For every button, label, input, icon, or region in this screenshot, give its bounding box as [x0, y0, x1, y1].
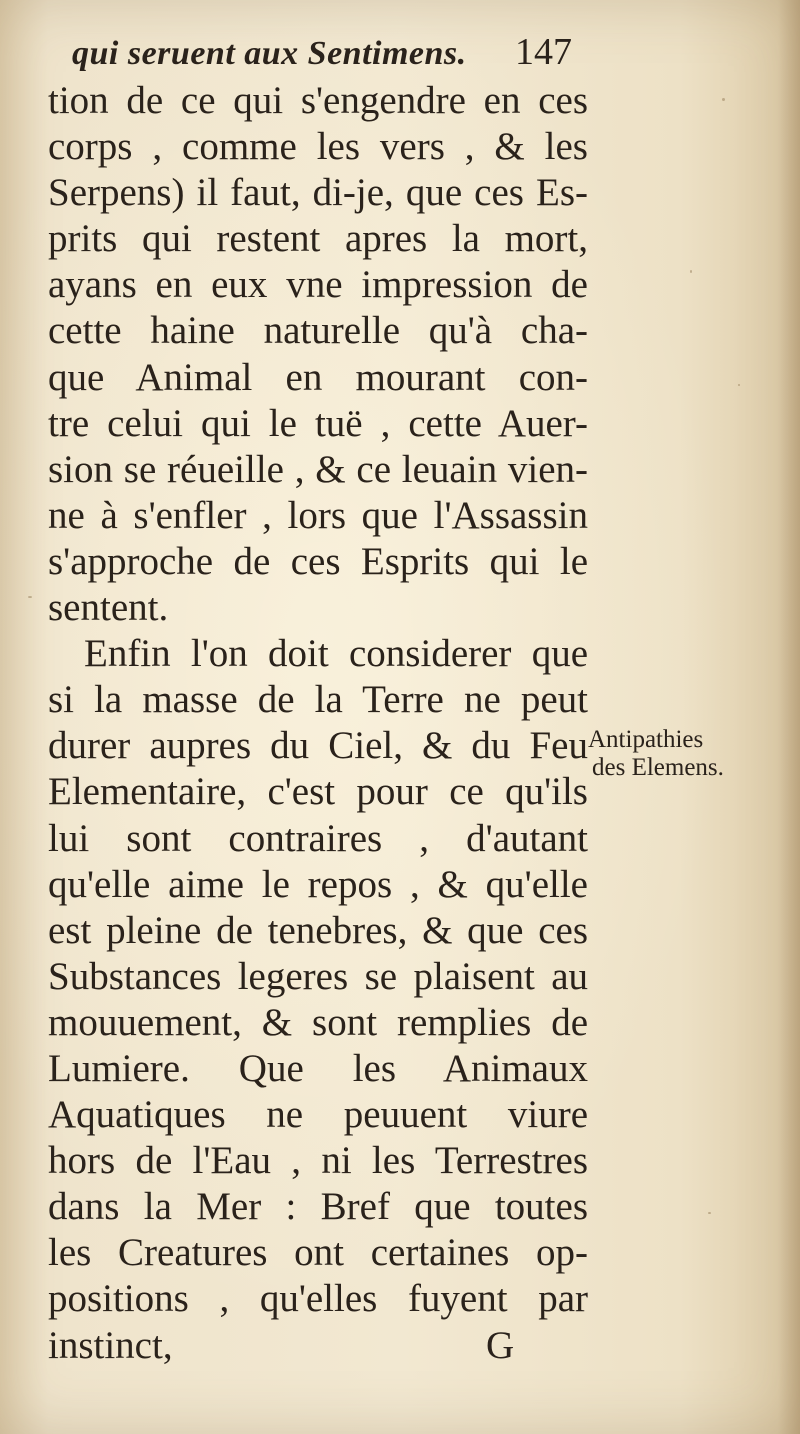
text-line: positions , qu'elles fuyent par	[48, 1277, 588, 1321]
text-line: mouuement, & sont remplies de	[48, 1000, 588, 1044]
text-line: dans la Mer : Bref que toutes	[48, 1185, 588, 1229]
running-head: qui seruent aux Sentimens.	[72, 35, 467, 72]
signature-mark: G	[486, 1323, 515, 1367]
text-line: ayans en eux vne impression de	[48, 263, 588, 307]
marginal-note	[588, 726, 768, 782]
paper-spot	[28, 596, 32, 598]
page-edge-shadow	[778, 0, 800, 1434]
text-line: Elementaire, c'est pour ce qu'ils	[48, 770, 588, 814]
last-line	[48, 1323, 588, 1369]
text-line: qu'elle aime le repos , & qu'elle	[48, 862, 588, 906]
text-line: est pleine de tenebres, & que ces	[48, 908, 588, 952]
text-line: hors de l'Eau , ni les Terrestres	[48, 1139, 588, 1183]
paper-spot	[690, 270, 692, 273]
text-line: Substances legeres se plaisent au	[48, 954, 588, 998]
paragraph-start-line: Enfin l'on doit considerer que	[84, 632, 588, 676]
text-line: Serpens) il faut, di-je, que ces Es-	[48, 171, 588, 215]
text-line: tion de ce qui s'engendre en ces	[48, 79, 588, 122]
text-line: ne à s'enfler , lors que l'Assassin	[48, 493, 588, 537]
body-text	[48, 78, 588, 1369]
marginal-note-line1: Antipathies	[588, 726, 704, 753]
paper-spot	[722, 98, 725, 101]
text-line: cette haine naturelle qu'à cha-	[48, 309, 588, 353]
text-line: Aquatiques ne peuuent viure	[48, 1093, 588, 1137]
text-line: sion se réueille , & ce leuain vien-	[48, 447, 588, 491]
page-number: 147	[515, 31, 572, 73]
text-line: si la masse de la Terre ne peut	[48, 678, 588, 722]
text-line: durer aupres du Ciel, & du Feu	[48, 724, 588, 768]
paper-spot	[738, 384, 740, 386]
paper-spot	[708, 1212, 711, 1214]
text-line: prits qui restent apres la mort,	[48, 217, 588, 261]
paragraph-end-line: sentent.	[48, 586, 169, 630]
marginal-note-line2: des Elemens.	[592, 754, 724, 781]
text-line: s'approche de ces Esprits qui le	[48, 539, 588, 583]
text-line: Lumiere. Que les Animaux	[48, 1046, 588, 1090]
last-line-text: instinct,	[48, 1323, 173, 1367]
text-line: que Animal en mourant con-	[48, 355, 588, 399]
text-line: les Creatures ont certaines op-	[48, 1231, 588, 1275]
text-line: tre celui qui le tuë , cette Auer-	[48, 401, 588, 445]
text-line: lui sont contraires , d'autant	[48, 816, 588, 860]
text-line: corps , comme les vers , & les	[48, 125, 588, 169]
